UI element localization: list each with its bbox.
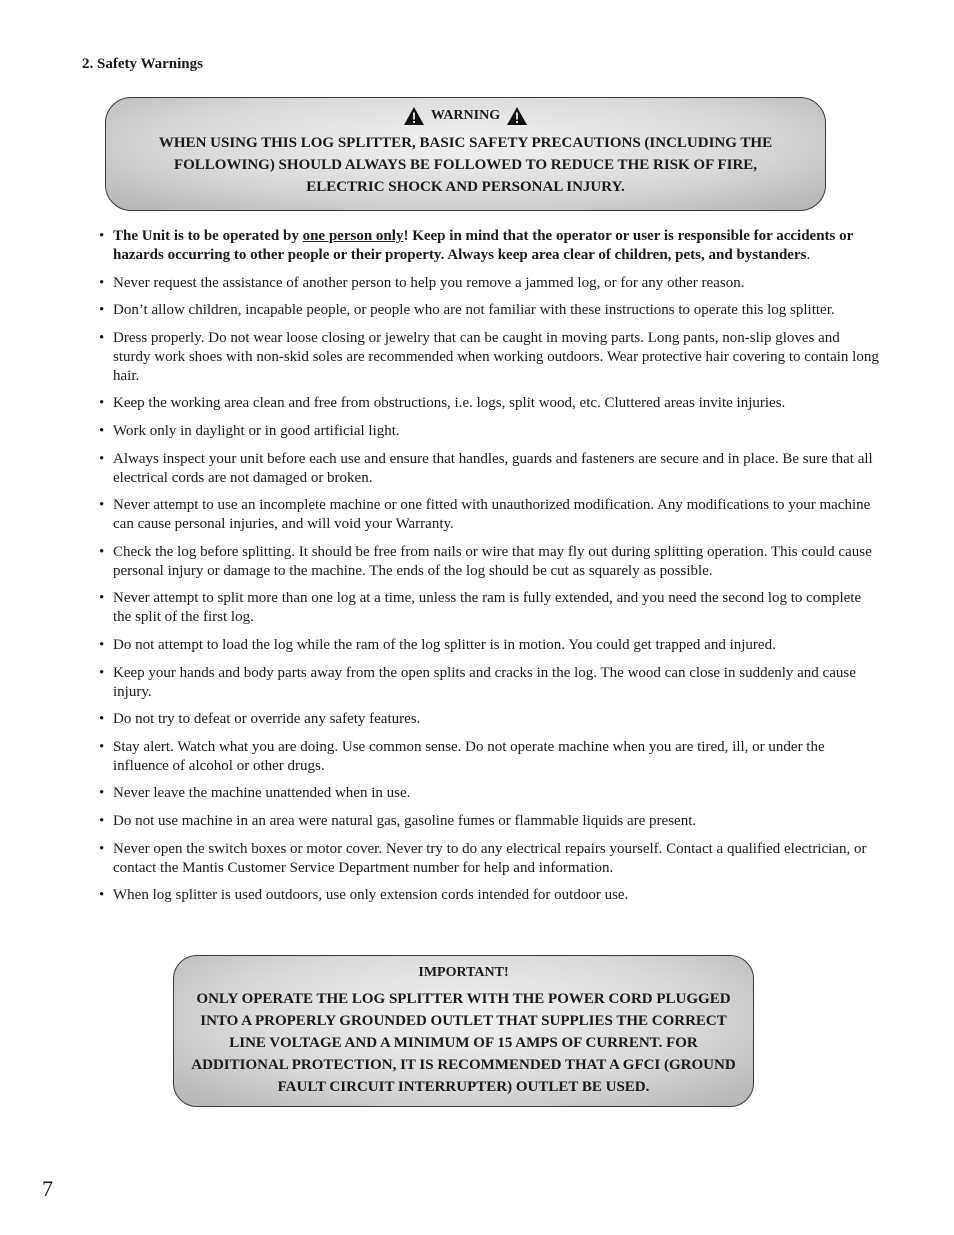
- bullet-mark: •: [99, 840, 105, 857]
- important-body: ONLY OPERATE THE LOG SPLITTER WITH THE POWER CORD PLUGGED INTO A PROPERLY GROUNDED OUTLET THAT SUPPLIES THE CORRECT LINE VOLTAGE AND A MINIMUM OF 15 AMPS OF CURRENT. FOR ADDITIONAL PROTECTION, IT IS RECOMMENDED THAT A GFCI (GROUND FAULT CIRCUIT INTERRUPTER) OUTLET BE USED.: [191, 991, 736, 1095]
- bullet-text: Never attempt to use an incomplete machine or one fitted with unauthorized modification. Any modifications to your machine can cause personal injuries, and will void your Warranty.: [113, 497, 871, 533]
- bullet-text: Keep your hands and body parts away from the open splits and cracks in the log. The wood can close in suddenly and cause injury.: [113, 664, 856, 700]
- list-item: [97, 710, 879, 729]
- warning-heading: WARNING: [430, 108, 501, 123]
- page-number: 7: [42, 1176, 53, 1201]
- list-item: [97, 274, 879, 293]
- bullet-mark: •: [99, 422, 105, 439]
- warning-box: [105, 97, 826, 211]
- bullet-mark: •: [99, 785, 105, 802]
- list-item: [97, 394, 879, 413]
- safety-warning-list: [97, 227, 879, 914]
- bullet-mark: •: [99, 450, 105, 467]
- bullet-text-end: .: [806, 247, 811, 263]
- bullet-mark: •: [99, 302, 105, 319]
- bullet-text: Do not attempt to load the log while the ram of the log splitter is in motion. You could get trapped and injured.: [113, 636, 776, 653]
- list-item: [97, 227, 879, 265]
- bullet-mark: •: [99, 228, 105, 244]
- bullet-text: Never request the assistance of another person to help you remove a jammed log, or for any other reason.: [113, 274, 745, 291]
- warning-triangle-icon: [403, 106, 425, 126]
- bullet-mark: •: [99, 497, 105, 514]
- bullet-mark: •: [99, 738, 105, 755]
- bullet-mark: •: [99, 590, 105, 607]
- bullet-mark: •: [99, 274, 105, 291]
- bullet-text: Keep the working area clean and free from obstructions, i.e. logs, split wood, etc. Cluttered areas invite injuries.: [113, 395, 786, 412]
- warning-body: WHEN USING THIS LOG SPLITTER, BASIC SAFETY PRECAUTIONS (INCLUDING THE FOLLOWING) SHOULD ALWAYS BE FOLLOWED TO REDUCE THE RISK OF FIRE, ELECTRIC SHOCK AND PERSONAL INJURY.: [158, 135, 773, 195]
- bullet-text: When log splitter is used outdoors, use only extension cords intended for outdoor use.: [113, 887, 629, 904]
- bullet-text-bold: The Unit is to be operated by: [113, 228, 303, 244]
- list-item: [97, 301, 879, 320]
- list-item: [97, 886, 879, 905]
- list-item: [97, 812, 879, 831]
- bullet-text: Never open the switch boxes or motor cover. Never try to do any electrical repairs yourself. Contact a qualified electrician, or contact the Mantis Customer Service Department number for help and information.: [113, 840, 867, 876]
- bullet-text-underlined: one person only: [302, 228, 404, 244]
- bullet-text: Don’t allow children, incapable people, or people who are not familiar with these instructions to operate this log splitter.: [113, 302, 835, 319]
- bullet-mark: •: [99, 395, 105, 412]
- section-title: 2. Safety Warnings: [82, 56, 203, 72]
- list-item: [97, 664, 879, 702]
- bullet-text: Check the log before splitting. It should be free from nails or wire that may fly out during splitting operation. This could cause personal injury or damage to the machine. The ends of the log should be cut as squarely as possible.: [113, 543, 872, 579]
- warning-heading-row: [146, 104, 785, 128]
- list-item: [97, 422, 879, 441]
- list-item: [97, 543, 879, 581]
- bullet-text-bold-continued: ! Keep in mind that the operator or user is responsible for accidents or hazards occurring to other people or their property. Always keep area clear of children, pets, and bystanders: [113, 228, 854, 263]
- bullet-text: Always inspect your unit before each use and ensure that handles, guards and fasteners are secure and in place. Be sure that all electrical cords are not damaged or broken.: [113, 450, 873, 486]
- bullet-text: Do not try to defeat or override any safety features.: [113, 711, 421, 728]
- important-heading: IMPORTANT!: [418, 965, 509, 980]
- warning-triangle-icon: [506, 106, 528, 126]
- list-item: [97, 329, 879, 386]
- bullet-mark: •: [99, 664, 105, 681]
- bullet-mark: •: [99, 812, 105, 829]
- bullet-mark: •: [99, 711, 105, 728]
- bullet-text: Do not use machine in an area were natural gas, gasoline fumes or flammable liquids are present.: [113, 812, 697, 829]
- bullet-mark: •: [99, 636, 105, 653]
- bullet-text: Never attempt to split more than one log at a time, unless the ram is fully extended, and you need the second log to complete the split of the first log.: [113, 590, 862, 626]
- important-box: [173, 955, 754, 1107]
- bullet-text: Dress properly. Do not wear loose closing or jewelry that can be caught in moving parts. Long pants, non-slip gloves and sturdy work shoes with non-skid soles are recommended when working outdoors. Wear protective hair covering to contain long hair.: [113, 329, 879, 384]
- bullet-text: Work only in daylight or in good artificial light.: [113, 422, 400, 439]
- list-item: [97, 450, 879, 488]
- list-item: [97, 589, 879, 627]
- list-item: [97, 840, 879, 878]
- list-item: [97, 496, 879, 534]
- list-item: [97, 636, 879, 655]
- bullet-text: Never leave the machine unattended when in use.: [113, 785, 411, 802]
- bullet-mark: •: [99, 543, 105, 560]
- bullet-text: Stay alert. Watch what you are doing. Use common sense. Do not operate machine when you are tired, ill, or under the influence of alcohol or other drugs.: [113, 738, 825, 774]
- bullet-mark: •: [99, 887, 105, 904]
- list-item: [97, 738, 879, 776]
- bullet-mark: •: [99, 329, 105, 346]
- list-item: [97, 784, 879, 803]
